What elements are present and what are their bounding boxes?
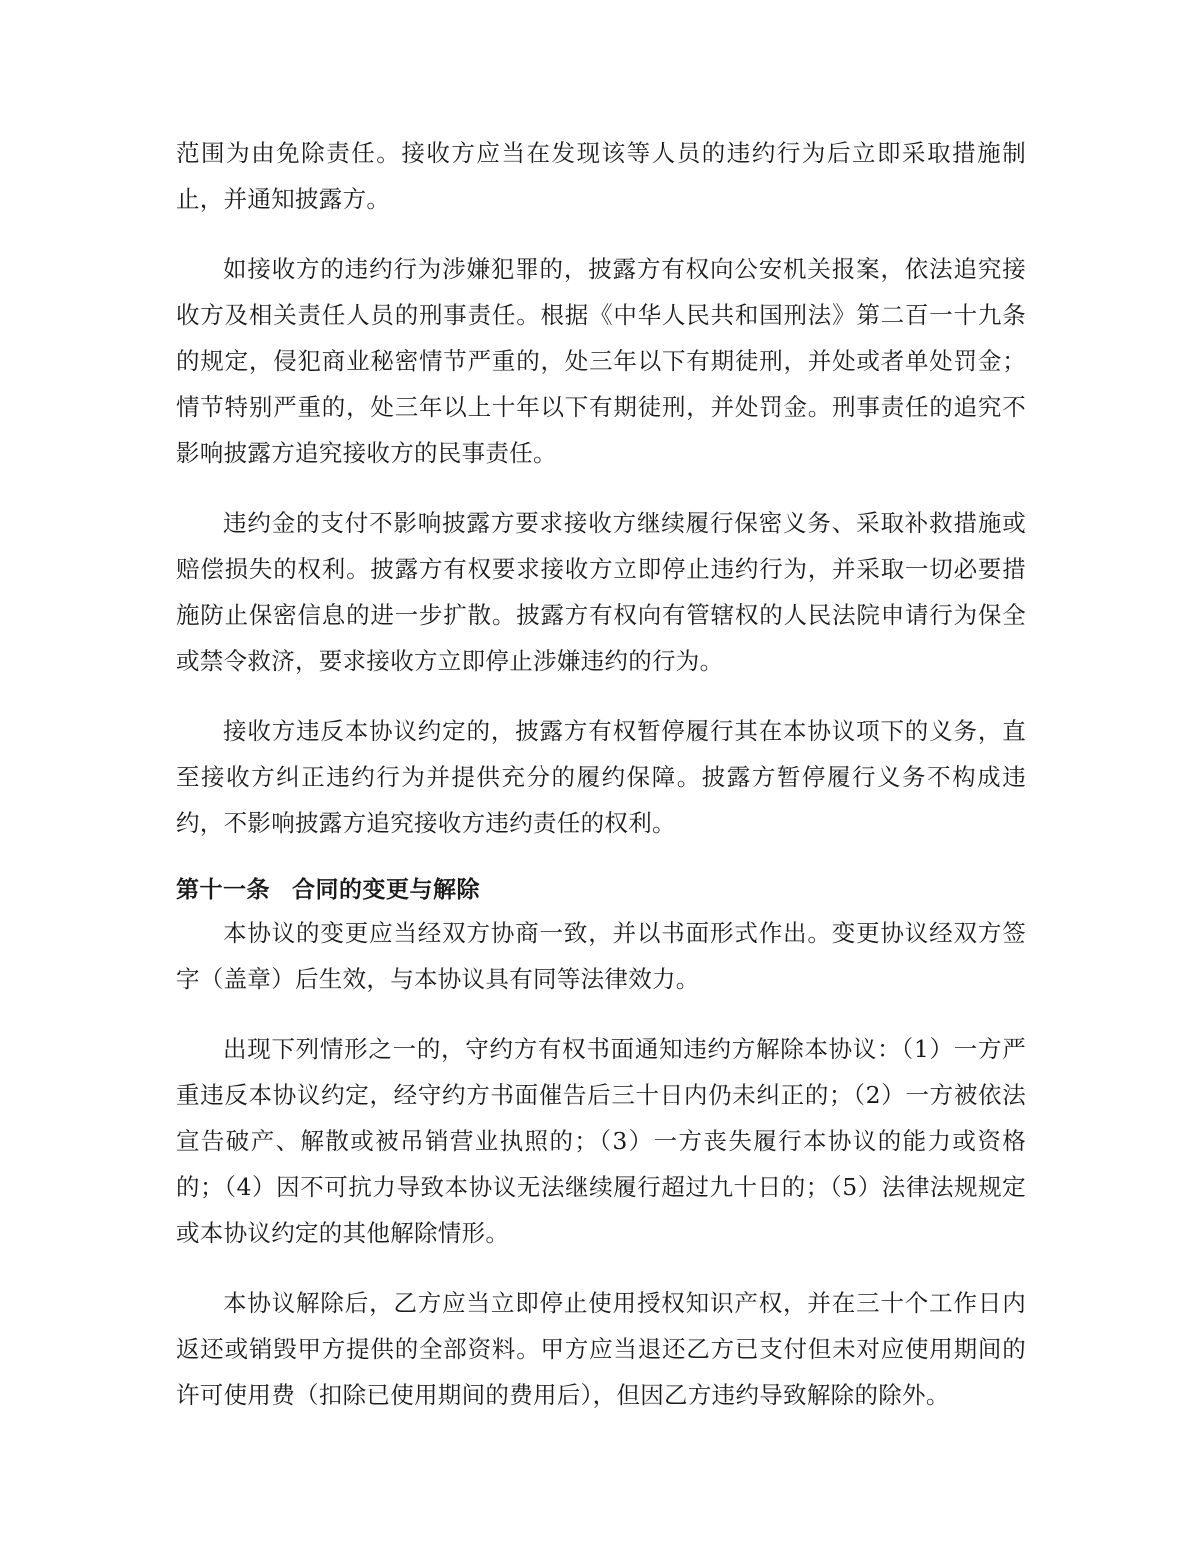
- paragraph-criminal-liability: 如接收方的违约行为涉嫌犯罪的，披露方有权向公安机关报案，依法追究接收方及相关责任人员的刑事责任。根据《中华人民共和国刑法》第二百一十九条的规定，侵犯商业秘密情节严重的，处三年以下有期徒刑，并处或者单处罚金；情节特别严重的，处三年以上十年以下有期徒刑，并处罚金。刑事责任的追究不影响披露方追究接收方的民事责任。: [176, 255, 1026, 467]
- paragraph-penalty-payment: 违约金的支付不影响披露方要求接收方继续履行保密义务、采取补救措施或赔偿损失的权利。披露方有权要求接收方立即停止违约行为，并采取一切必要措施防止保密信息的进一步扩散。披露方有权向有管辖权的人民法院申请行为保全或禁令救济，要求接收方立即停止涉嫌违约的行为。: [176, 509, 1026, 675]
- paragraph-termination-conditions: 出现下列情形之一的，守约方有权书面通知违约方解除本协议：（1）一方严重违反本协议约定，经守约方书面催告后三十日内仍未纠正的；（2）一方被依法宣告破产、解散或被吊销营业执照的；（3）一方丧失履行本协议的能力或资格的；（4）因不可抗力导致本协议无法继续履行超过九十日的；（5）法律法规规定或本协议约定的其他解除情形。: [176, 1035, 1026, 1247]
- section-title: 合同的变更与解除: [292, 877, 480, 903]
- document-page: [176, 130, 1026, 1418]
- paragraph-suspension-of-performance: 接收方违反本协议约定的，披露方有权暂停履行其在本协议项下的义务，直至接收方纠正违约行为并提供充分的履约保障。披露方暂停履行义务不构成违约，不影响披露方追究接收方违约责任的权利。: [176, 717, 1026, 837]
- section-number: 第十一条: [176, 877, 270, 903]
- paragraph-continuation: 范围为由免除责任。接收方应当在发现该等人员的违约行为后立即采取措施制止，并通知披露方。: [176, 139, 1026, 213]
- paragraph-post-termination: 本协议解除后，乙方应当立即停止使用授权知识产权，并在三十个工作日内返还或销毁甲方提供的全部资料。甲方应当退还乙方已支付但未对应使用期间的许可使用费（扣除已使用期间的费用后），但因乙方违约导致解除的除外。: [176, 1289, 1026, 1409]
- section-heading: [176, 870, 1026, 910]
- paragraph-amendment: 本协议的变更应当经双方协商一致，并以书面形式作出。变更协议经双方签字（盖章）后生效，与本协议具有同等法律效力。: [176, 919, 1026, 993]
